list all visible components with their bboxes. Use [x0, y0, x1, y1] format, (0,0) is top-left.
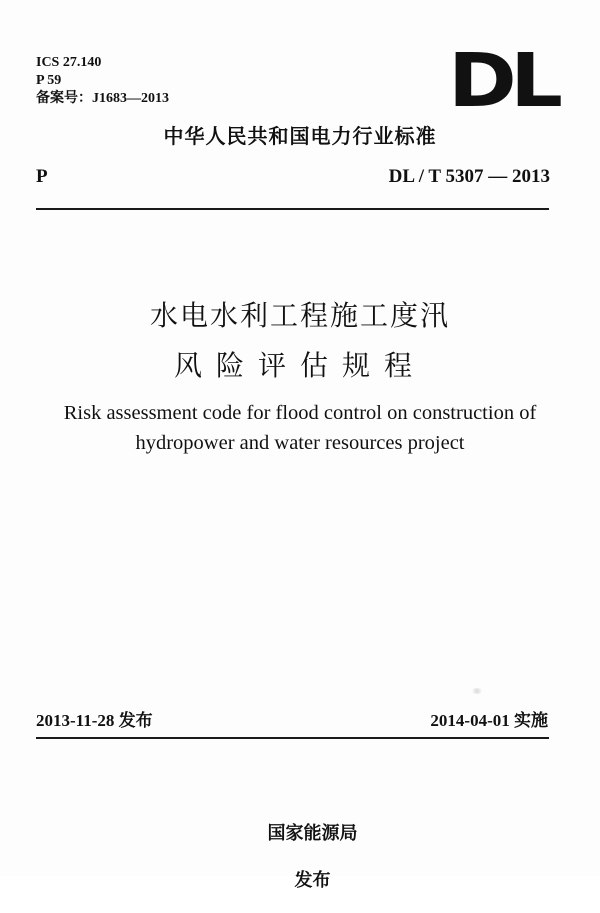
issuer-name: 国家能源局: [267, 823, 358, 844]
effective-date: 2014-04-01: [430, 711, 510, 730]
effective-date-block: [430, 706, 548, 731]
title-chinese-line-1: 水电水利工程施工度汛: [149, 299, 450, 332]
footer-divider: [36, 737, 549, 739]
effective-label: 实施: [514, 711, 548, 731]
p-code: P 59: [36, 73, 62, 88]
release-date-block: [36, 706, 153, 731]
metadata-block: [36, 54, 169, 108]
title-chinese-line-2: 风险评估规程: [173, 349, 426, 382]
record-number: 备案号：J1683—2013: [36, 91, 169, 106]
issuer-spacer: [300, 845, 325, 866]
title-english-line-1: Risk assessment code for flood control on construction of: [63, 402, 537, 424]
header-divider: [36, 208, 549, 210]
standard-organization-title: 中华人民共和国电力行业标准: [163, 124, 437, 148]
ics-code: ICS 27.140: [36, 55, 102, 70]
classification-letter: P: [36, 166, 48, 187]
title-english-line-2: hydropower and water resources project: [135, 432, 465, 454]
issuer-block: [0, 798, 600, 913]
dl-logo: DL: [448, 38, 557, 124]
release-date: 2013-11-28: [36, 711, 115, 730]
scan-speck: [470, 688, 484, 694]
issue-label: 发布: [294, 870, 331, 891]
title-english: [30, 398, 570, 458]
release-label: 发布: [118, 711, 153, 731]
standard-number: DL / T 5307 — 2013: [388, 166, 550, 187]
